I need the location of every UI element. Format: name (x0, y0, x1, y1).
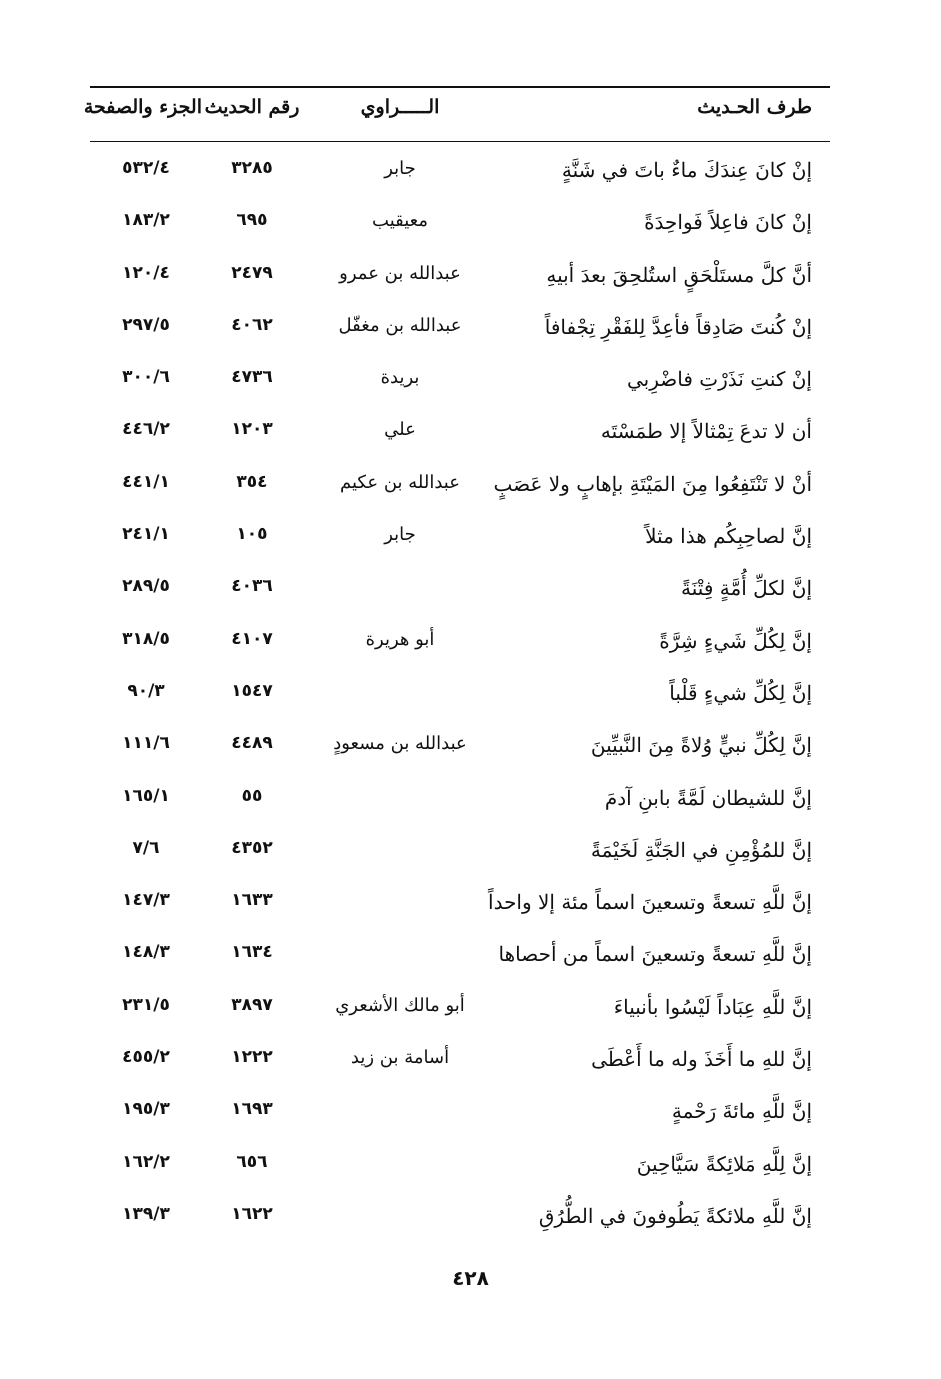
raqm-cell: ٣٥٤ (236, 471, 268, 492)
header-rawi: الـــــراوي (360, 96, 440, 118)
raqm-cell: ٤٠٦٢ (231, 314, 273, 335)
rawi-cell: معيقيب (372, 210, 428, 232)
rawi-cell: جابر (384, 158, 416, 179)
table-row (90, 725, 830, 777)
raqm-cell: ٥٥ (241, 785, 263, 806)
table-row (90, 411, 830, 463)
juz-cell: ١٨٣/٢ (122, 210, 170, 231)
rawi-cell: أبو هريرة (365, 628, 435, 650)
rawi-cell: علي (384, 419, 416, 441)
hadith-cell: إنْ كانَ فاعِلاً فَواحِدَةً (644, 210, 812, 235)
table-row (90, 621, 830, 673)
juz-cell: ٢٨٩/٥ (122, 576, 170, 597)
top-rule (90, 86, 830, 88)
table-row (90, 882, 830, 934)
juz-cell: ٩٠/٣ (127, 680, 165, 701)
juz-cell: ١٦٥/١ (122, 785, 170, 806)
raqm-cell: ٤١٠٧ (231, 628, 273, 649)
raqm-cell: ٢٤٧٩ (231, 262, 273, 283)
raqm-cell: ١٥٤٧ (231, 680, 273, 701)
header-juz: الجزء والصفحة (83, 96, 202, 118)
juz-cell: ٧/٦ (132, 837, 160, 858)
raqm-cell: ٤٣٥٢ (231, 837, 273, 858)
table-row (90, 673, 830, 725)
juz-cell: ٣١٨/٥ (122, 628, 170, 649)
table-row (90, 255, 830, 307)
table-row (90, 778, 830, 830)
raqm-cell: ١٢٢٢ (231, 1047, 273, 1068)
raqm-cell: ١٦٣٤ (231, 942, 273, 963)
juz-cell: ١٤٨/٣ (122, 942, 170, 963)
juz-cell: ١١١/٦ (122, 733, 170, 754)
header-raqm: رقم الحديث (204, 96, 300, 118)
hadith-cell: إنَّ للَّهِ تسعةً وتسعينَ اسماً مئة إلا واحداً (488, 890, 812, 915)
hadith-cell: إنَّ للشيطان لَمَّةً بابنِ آدمَ (604, 785, 812, 810)
table-row (90, 1196, 830, 1248)
hadith-cell: أن لا تدعَ تِمْثالاً إلا طمَسْتَه (600, 419, 812, 444)
raqm-cell: ١٠٥ (236, 524, 268, 545)
raqm-cell: ٦٩٥ (236, 210, 268, 231)
header-hadith: طرف الحـديث (697, 96, 812, 118)
raqm-cell: ٦٥٦ (236, 1151, 268, 1172)
raqm-cell: ١٦٩٣ (231, 1099, 273, 1120)
juz-cell: ٢٩٧/٥ (122, 314, 170, 335)
table-row (90, 202, 830, 254)
hadith-cell: إنَّ للَّهِ ملائكةً يَطُوفونَ في الطُّرُقِ (538, 1203, 812, 1228)
juz-cell: ٤٥٥/٢ (122, 1047, 170, 1068)
hadith-cell: إنَّ لِكُلِّ شَيءٍ شِرَّةً (659, 628, 812, 653)
juz-cell: ١٢٠/٤ (122, 262, 170, 283)
table-row (90, 464, 830, 516)
raqm-cell: ١٢٠٣ (231, 419, 273, 440)
rawi-cell: أبو مالك الأشعري (335, 994, 465, 1016)
juz-cell: ٢٤١/١ (122, 524, 170, 545)
hadith-cell: أنْ لا تَنْتَفِعُوا مِنَ المَيْتَةِ بإهابٍ ولا عَصَبٍ (493, 471, 812, 496)
hadith-cell: إنَّ لِكُلِّ شيءٍ قَلْباً (669, 680, 812, 705)
rawi-cell: عبدالله بن عكيم (340, 471, 460, 493)
rawi-cell: بريدة (380, 367, 420, 389)
hadith-cell: أنَّ كلَّ مستَلْحَقٍ استُلحِقَ بعدَ أبيهِ (546, 262, 812, 287)
juz-cell: ١٤٧/٣ (122, 890, 170, 911)
raqm-cell: ١٦٣٣ (231, 890, 273, 911)
rawi-cell: عبدالله بن مغفّل (338, 314, 462, 336)
juz-cell: ٤٤٦/٢ (122, 419, 170, 440)
page-number: ٤٢٨ (452, 1266, 489, 1290)
raqm-cell: ٣٢٨٥ (231, 158, 273, 178)
raqm-cell: ٤٠٣٦ (231, 576, 273, 597)
table-row (90, 516, 830, 568)
rawi-cell: عبدالله بن عمرو (339, 262, 461, 284)
juz-cell: ٣٠٠/٦ (122, 367, 170, 388)
hadith-cell: إنَّ للهِ ما أَخَذَ وله ما أَعْطَى (591, 1047, 812, 1072)
table-row (90, 307, 830, 359)
table-row (90, 1039, 830, 1091)
rawi-cell: جابر (384, 524, 416, 546)
rawi-cell: عبدالله بن مسعودٍ (333, 733, 467, 755)
juz-cell: ٢٣١/٥ (122, 994, 170, 1015)
hadith-cell: إنَّ لِكُلِّ نبيٍّ وُلاةً مِنَ النَّبيِّينَ (590, 733, 812, 758)
juz-cell: ١٩٥/٣ (122, 1099, 170, 1120)
hadith-cell: إنْ كانَ عِندَكَ ماءٌ باتَ في شَنَّةٍ (561, 158, 812, 182)
juz-cell: ١٦٢/٢ (122, 1151, 170, 1172)
raqm-cell: ١٦٢٢ (231, 1203, 273, 1224)
table-row (90, 987, 830, 1039)
juz-cell: ٤٤١/١ (122, 471, 170, 492)
hadith-cell: إنْ كنتِ نَذَرْتِ فاضْرِبي (627, 367, 812, 392)
table-row (90, 359, 830, 411)
table-row (90, 934, 830, 986)
table-row (90, 830, 830, 882)
hadith-cell: إنْ كُنتَ صَادِقاً فأعِدَّ لِلفَقْرِ تِجْفافاً (544, 314, 812, 339)
hadith-cell: إنَّ للَّهِ مائةَ رَحْمةٍ (671, 1099, 812, 1124)
hadith-cell: إنَّ للَّهِ عِبَاداً لَيْسُوا بأنبياءَ (613, 994, 812, 1019)
rawi-cell: أسامة بن زيد (350, 1047, 450, 1069)
header-rule (90, 141, 830, 142)
hadith-cell: إنَّ للَّهِ تسعةً وتسعينَ اسماً من أحصاها (498, 942, 812, 967)
juz-cell: ١٣٩/٣ (122, 1203, 170, 1224)
hadith-cell: إنَّ لكلِّ أُمَّةٍ فِتْنَةً (681, 576, 812, 601)
table-body (90, 150, 830, 1248)
hadith-cell: إنَّ لِلَّهِ مَلائِكةً سَيَّاحِينَ (636, 1151, 812, 1176)
raqm-cell: ٤٧٣٦ (231, 367, 273, 388)
raqm-cell: ٣٨٩٧ (231, 994, 273, 1015)
table-row (90, 1091, 830, 1143)
raqm-cell: ٤٤٨٩ (231, 733, 273, 754)
hadith-cell: إنَّ لصاحِبِكُم هذا مثلاً (645, 524, 812, 549)
juz-cell: ٥٣٢/٤ (122, 158, 170, 178)
hadith-cell: إنَّ للمُؤْمِنِ في الجَنَّةِ لَخَيْمَةً (590, 837, 812, 862)
table-row (90, 150, 830, 202)
table-row (90, 568, 830, 620)
table-row (90, 1144, 830, 1196)
table-header (83, 96, 830, 138)
